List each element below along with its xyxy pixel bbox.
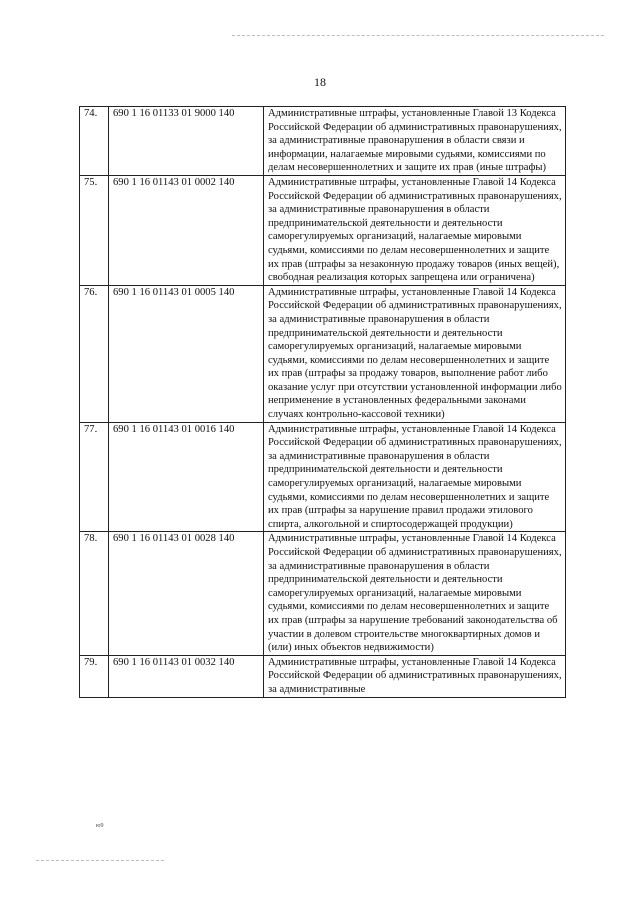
table-row bbox=[80, 107, 566, 176]
budget-code: 690 1 16 01143 01 0005 140 bbox=[109, 285, 264, 422]
table-row bbox=[80, 175, 566, 285]
scan-artifact-bottom-line bbox=[36, 860, 164, 861]
row-number: 75. bbox=[80, 175, 109, 285]
row-number: 74. bbox=[80, 107, 109, 176]
row-number: 79. bbox=[80, 655, 109, 697]
row-number: 77. bbox=[80, 422, 109, 532]
revenue-description: Административные штрафы, установленные Главой 14 Кодекса Российской Федерации об административных правонарушениях, за административные правонарушения в области предпринимательской деятельности и деятельности саморегулируемых организаций, налагаемые мировыми судьями, комиссиями по делам несовершеннолетних и защите их прав (штрафы за продажу товаров, выполнение работ либо оказание услуг при отсутствии установленной информации либо неприменение в установленных федеральными законами случаях контрольно-кассовой техники) bbox=[264, 285, 566, 422]
revenue-description: Административные штрафы, установленные Главой 13 Кодекса Российской Федерации об административных правонарушениях, за административные правонарушения в области связи и информации, налагаемые мировыми судьями, комиссиями по делам несовершеннолетних и защите их прав (иные штрафы) bbox=[264, 107, 566, 176]
footer-mark: ю9 bbox=[96, 823, 104, 829]
revenue-description: Административные штрафы, установленные Главой 14 Кодекса Российской Федерации об административных правонарушениях, за административные правонарушения в области предпринимательской деятельности и деятельности саморегулируемых организаций, налагаемые мировыми судьями, комиссиями по делам несовершеннолетних и защите их прав (штрафы за незаконную продажу товаров (иных вещей), свободная реализация которых запрещена или ограничена) bbox=[264, 175, 566, 285]
budget-code: 690 1 16 01143 01 0032 140 bbox=[109, 655, 264, 697]
page-number: 18 bbox=[314, 75, 326, 89]
fines-table bbox=[79, 106, 566, 698]
budget-code: 690 1 16 01143 01 0002 140 bbox=[109, 175, 264, 285]
revenue-description: Административные штрафы, установленные Главой 14 Кодекса Российской Федерации об административных правонарушениях, за административные правонарушения в области предпринимательской деятельности и деятельности саморегулируемых организаций, налагаемые мировыми судьями, комиссиями по делам несовершеннолетних и защите их прав (штрафы за нарушение требований законодательства об участии в долевом строительстве многоквартирных домов и (или) иных объектов недвижимости) bbox=[264, 532, 566, 655]
budget-code: 690 1 16 01143 01 0028 140 bbox=[109, 532, 264, 655]
budget-code: 690 1 16 01133 01 9000 140 bbox=[109, 107, 264, 176]
table-row bbox=[80, 532, 566, 655]
table-row bbox=[80, 285, 566, 422]
budget-code: 690 1 16 01143 01 0016 140 bbox=[109, 422, 264, 532]
table-row bbox=[80, 422, 566, 532]
revenue-description: Административные штрафы, установленные Главой 14 Кодекса Российской Федерации об административных правонарушениях, за административные правонарушения в области предпринимательской деятельности и деятельности саморегулируемых организаций, налагаемые мировыми судьями, комиссиями по делам несовершеннолетних и защите их прав (штрафы за нарушение правил продажи этилового спирта, алкогольной и спиртосодержащей продукции) bbox=[264, 422, 566, 532]
row-number: 76. bbox=[80, 285, 109, 422]
row-number: 78. bbox=[80, 532, 109, 655]
revenue-description: Административные штрафы, установленные Главой 14 Кодекса Российской Федерации об административных правонарушениях, за административные bbox=[264, 655, 566, 697]
scan-artifact-top-line bbox=[232, 35, 604, 36]
table-row bbox=[80, 655, 566, 697]
